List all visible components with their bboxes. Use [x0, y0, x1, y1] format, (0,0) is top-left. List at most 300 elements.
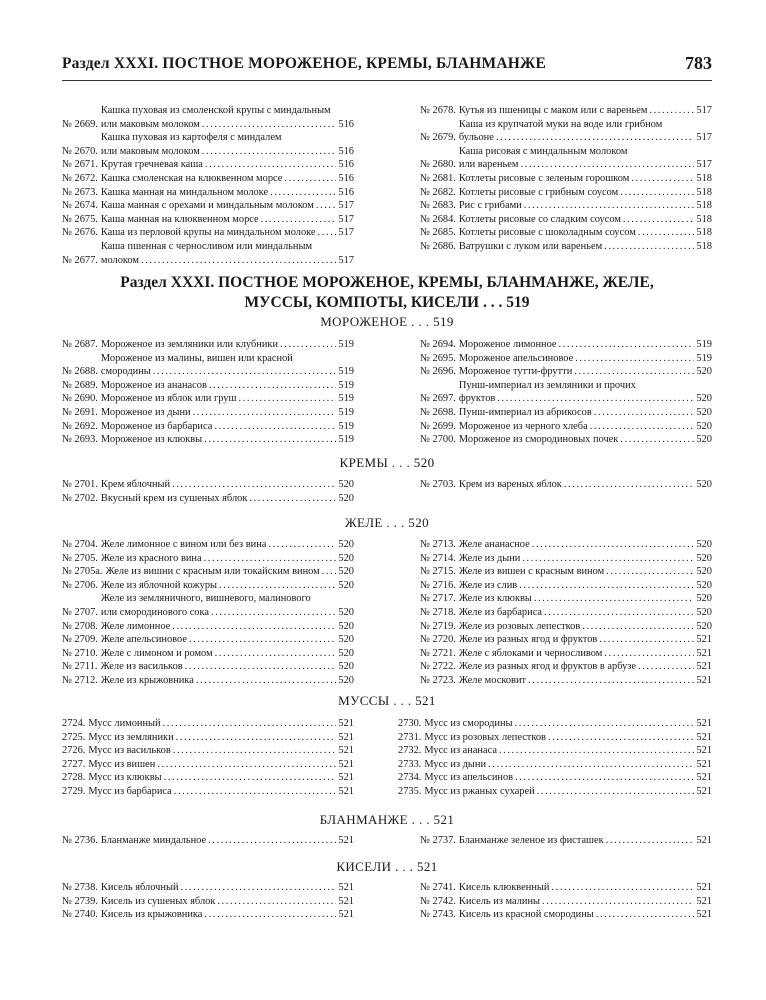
entry-title: Мороженое из клюквы	[100, 434, 203, 446]
entry-number: № 2696.	[420, 366, 456, 378]
entry-title: Желе с лимоном и ромом	[100, 647, 213, 659]
toc-column	[398, 717, 712, 799]
entry-body	[459, 379, 712, 406]
dot-leader	[261, 213, 337, 227]
entry-page: 521	[338, 835, 354, 846]
entry-number: № 2714.	[420, 552, 456, 564]
entry-line	[88, 731, 354, 745]
dot-leader	[219, 579, 336, 593]
entry-body	[101, 406, 354, 420]
entry-line	[424, 717, 712, 731]
subsection-heading: КРЕМЫ . . . 520	[339, 455, 435, 470]
entry-page: 521	[696, 835, 712, 846]
entry-body	[101, 592, 354, 619]
entry-line	[459, 226, 712, 240]
toc-entry	[62, 492, 354, 506]
dot-leader	[268, 538, 336, 552]
entry-title: Крем из вареных яблок	[458, 479, 562, 490]
entry-line	[101, 633, 354, 647]
entry-body	[88, 731, 354, 745]
dot-leader	[174, 785, 337, 799]
entry-body	[88, 771, 354, 785]
entry-title: Вкусный крем из сушеных яблок	[100, 492, 248, 504]
entry-number: № 2716.	[420, 579, 456, 591]
entry-body	[101, 633, 354, 647]
entry-page: 521	[696, 745, 712, 757]
entry-body	[459, 606, 712, 620]
entry-line	[459, 338, 712, 352]
entry-number: № 2685.	[420, 227, 456, 239]
toc-entry	[420, 478, 712, 492]
entry-line	[101, 226, 354, 240]
entry-number: 2732.	[398, 745, 422, 757]
dot-leader	[604, 240, 694, 254]
toc-entry	[62, 338, 354, 352]
toc-entry	[62, 552, 354, 566]
entry-page: 521	[696, 772, 712, 784]
entry-body	[459, 199, 712, 213]
entry-title: Мороженое из дыни	[100, 406, 191, 418]
entry-page: 516	[338, 186, 354, 198]
entry-line	[459, 660, 712, 674]
entry-title: или маковым молоком	[100, 145, 200, 157]
dot-leader	[141, 254, 336, 268]
dot-leader	[631, 172, 694, 186]
dot-leader	[590, 420, 695, 434]
entry-line	[88, 744, 354, 758]
dot-leader	[172, 478, 336, 492]
entry-title: Мусс из вишен	[88, 758, 156, 770]
entry-line	[459, 620, 712, 634]
dot-leader	[249, 492, 336, 506]
toc-column	[420, 478, 712, 492]
entry-number: № 2711.	[62, 661, 98, 673]
entry-body	[101, 379, 354, 393]
entry-line	[101, 172, 354, 186]
entry-body	[424, 717, 712, 731]
entry-number: № 2669.	[62, 118, 98, 130]
toc-entry	[420, 199, 712, 213]
toc-entry	[420, 433, 712, 447]
entry-page: 521	[338, 718, 354, 729]
toc-column	[62, 717, 354, 799]
toc-entry	[420, 118, 712, 145]
entry-page: 521	[696, 785, 712, 797]
entry-page: 520	[696, 420, 712, 432]
toc-column	[420, 338, 712, 447]
entry-line	[101, 579, 354, 593]
toc-entry	[62, 717, 354, 731]
dot-leader	[208, 834, 336, 848]
entry-page: 520	[338, 566, 354, 578]
entry-body	[424, 771, 712, 785]
toc-entry	[420, 104, 712, 118]
toc-entry	[420, 338, 712, 352]
entry-title: Бланманже зеленое из фисташек	[458, 835, 604, 846]
entry-line	[459, 199, 712, 213]
toc-entry	[420, 908, 712, 922]
entry-number: № 2712.	[62, 674, 98, 686]
entry-page: 517	[338, 200, 354, 212]
entry-page: 521	[338, 895, 354, 907]
entry-number: № 2689.	[62, 379, 98, 391]
entry-body	[424, 758, 712, 772]
subsection-heading: МУССЫ . . . 521	[338, 693, 436, 708]
toc-entry	[420, 647, 712, 661]
entry-page: 520	[338, 606, 354, 618]
entry-body	[101, 420, 354, 434]
entry-title: Мороженое из смородиновых почек	[458, 434, 619, 446]
toc-entry	[62, 674, 354, 688]
entry-body	[101, 226, 354, 240]
entry-line	[101, 406, 354, 420]
dot-leader	[157, 758, 336, 772]
entry-page: 521	[338, 772, 354, 784]
entry-line	[101, 478, 354, 492]
toc-column	[62, 881, 354, 922]
toc-entry	[62, 199, 354, 213]
entry-number: № 2723.	[420, 674, 456, 686]
dot-leader	[606, 834, 695, 848]
dot-leader	[537, 785, 695, 799]
dot-leader	[322, 565, 337, 579]
entry-page: 520	[696, 434, 712, 446]
entry-page: 521	[338, 909, 354, 921]
dot-leader	[164, 771, 337, 785]
entry-title: Желе из слив	[458, 579, 518, 591]
entry-title: Мусс из апельсинов	[424, 772, 514, 784]
entry-number: № 2677.	[62, 254, 98, 266]
dot-leader	[284, 172, 336, 186]
entry-title: Кутья из пшеницы с маком или с вареньем	[458, 105, 648, 116]
page-number: 783	[685, 53, 712, 73]
entry-line	[459, 104, 712, 118]
entry-line	[101, 420, 354, 434]
entry-title: Пунш-империал из земляники и прочих	[458, 379, 636, 391]
dot-leader	[316, 199, 337, 213]
entry-number: 2734.	[398, 772, 422, 784]
entry-number: № 2670.	[62, 145, 98, 157]
toc-entry	[62, 420, 354, 434]
entry-body	[459, 420, 712, 434]
header-rule	[62, 80, 712, 81]
entry-number: № 2697.	[420, 393, 456, 405]
entry-page: 519	[338, 434, 354, 446]
entry-line	[101, 538, 354, 552]
entry-number: № 2709.	[62, 634, 98, 646]
entry-number: № 2694.	[420, 339, 456, 350]
entry-number: № 2720.	[420, 634, 456, 646]
toc-entry	[420, 213, 712, 227]
running-title: Раздел XXXI. ПОСТНОЕ МОРОЖЕНОЕ, КРЕМЫ, БЛАНМАНЖЕ	[62, 55, 547, 72]
dot-leader	[599, 633, 694, 647]
dot-leader	[202, 145, 337, 159]
toc-entry	[420, 660, 712, 674]
entry-line	[424, 744, 712, 758]
entry-number: № 2678.	[420, 105, 456, 116]
toc-entry	[420, 881, 712, 895]
entry-title: бульоне	[458, 132, 494, 144]
entry-body	[101, 647, 354, 661]
toc-entry	[62, 213, 354, 227]
entry-page: 520	[338, 492, 354, 504]
section-title-line: Раздел XXXI. ПОСТНОЕ МОРОЖЕНОЕ, КРЕМЫ, БЛАНМАНЖЕ, ЖЕЛЕ,	[120, 274, 654, 291]
toc-entry	[420, 606, 712, 620]
entry-page: 520	[696, 366, 712, 378]
entry-line	[459, 592, 712, 606]
entry-number: 2735.	[398, 785, 422, 797]
entry-line	[459, 552, 712, 566]
toc-entry	[398, 717, 712, 731]
toc-entry	[420, 172, 712, 186]
entry-title: Желе из розовых лепестков	[458, 620, 581, 632]
entry-title: Желе из красного вина	[100, 552, 202, 564]
dot-leader	[596, 908, 695, 922]
entry-number: № 2708.	[62, 620, 98, 632]
entry-line	[459, 633, 712, 647]
entry-line	[459, 213, 712, 227]
entry-line	[459, 158, 712, 172]
page-header	[62, 55, 712, 77]
entry-page: 521	[338, 882, 354, 893]
entry-body	[101, 552, 354, 566]
entry-page: 521	[696, 909, 712, 921]
dot-leader	[515, 717, 695, 731]
dot-leader	[620, 186, 694, 200]
entry-body	[459, 226, 712, 240]
toc-entry	[62, 579, 354, 593]
toc-entry	[62, 834, 354, 848]
entry-number: № 2739.	[62, 895, 98, 907]
entry-line	[424, 758, 712, 772]
entry-line	[459, 538, 712, 552]
entry-body	[101, 240, 354, 267]
entry-title: Мороженое из земляники или клубники	[100, 339, 279, 350]
entry-page: 520	[696, 406, 712, 418]
dot-leader	[582, 620, 694, 634]
toc-entry	[62, 660, 354, 674]
toc-column	[62, 834, 354, 848]
entry-title: Желе из земляничного, вишневого, малинового	[100, 593, 311, 605]
toc-entry	[398, 771, 712, 785]
entry-line	[459, 895, 712, 909]
entry-body	[459, 478, 712, 492]
dot-leader	[280, 338, 336, 352]
entry-page: 521	[338, 745, 354, 757]
entry-body	[101, 674, 354, 688]
entry-page: 520	[338, 647, 354, 659]
entry-number: № 2719.	[420, 620, 456, 632]
entry-body	[459, 365, 712, 379]
entry-body	[101, 660, 354, 674]
entry-title: Бланманже миндальное	[100, 835, 207, 846]
toc-entry	[62, 392, 354, 406]
entry-body	[424, 731, 712, 745]
dot-leader	[270, 186, 336, 200]
dot-leader	[623, 213, 695, 227]
entry-page: 521	[696, 661, 712, 673]
dot-leader	[532, 538, 695, 552]
entry-title: Кисель из сушеных яблок	[100, 895, 216, 907]
entry-line	[459, 172, 712, 186]
entry-number: № 2701.	[62, 479, 98, 490]
entry-body	[459, 433, 712, 447]
toc-entry	[62, 565, 354, 579]
toc-entry	[420, 379, 712, 406]
entry-line	[101, 118, 354, 132]
entry-body	[101, 104, 354, 131]
entry-page: 517	[696, 159, 712, 171]
entry-number: 2725.	[62, 731, 86, 743]
dot-leader	[519, 579, 694, 593]
entry-line	[459, 131, 712, 145]
toc-entry	[62, 881, 354, 895]
dot-leader	[153, 365, 337, 379]
toc-entry	[62, 433, 354, 447]
toc-entry	[420, 620, 712, 634]
entry-title: Мусс из ржаных сухарей	[424, 785, 535, 797]
dot-leader	[559, 338, 695, 352]
entry-body	[459, 592, 712, 606]
toc-column	[420, 881, 712, 922]
entry-line	[101, 213, 354, 227]
entry-page: 520	[696, 606, 712, 618]
entry-body	[459, 633, 712, 647]
entry-body	[459, 579, 712, 593]
entry-body	[101, 895, 354, 909]
entry-title: Каша манная с орехами и миндальным молоком	[100, 200, 314, 212]
entry-title: Мусс из васильков	[88, 745, 171, 757]
entry-title: Кашка смоленская на клюквенном морсе	[100, 172, 283, 184]
entry-number: № 2693.	[62, 434, 98, 446]
entry-title: Крем яблочный	[100, 479, 171, 490]
entry-number: № 2686.	[420, 240, 456, 252]
entry-title: Крутая гречневая каша	[100, 159, 203, 171]
entry-body	[101, 492, 354, 506]
toc-entry	[420, 352, 712, 366]
entry-number: № 2671.	[62, 159, 98, 171]
entry-page: 516	[338, 118, 354, 130]
dot-leader	[534, 592, 695, 606]
entry-page: 520	[696, 579, 712, 591]
entry-body	[459, 338, 712, 352]
entry-page: 520	[338, 661, 354, 673]
toc-entry	[420, 240, 712, 254]
dot-leader	[542, 895, 694, 909]
entry-title: Мороженое из барбариса	[100, 420, 213, 432]
entry-number: № 2681.	[420, 172, 456, 184]
dot-leader	[649, 104, 694, 118]
entry-page: 521	[338, 785, 354, 797]
toc-entry	[398, 731, 712, 745]
entry-title: Желе из васильков	[100, 661, 183, 673]
entry-number: 2724.	[62, 718, 86, 729]
entry-title: Мороженое лимонное	[458, 339, 557, 350]
entry-line	[101, 881, 354, 895]
entry-page: 521	[696, 674, 712, 686]
entry-body	[88, 758, 354, 772]
entry-number: № 2700.	[420, 434, 456, 446]
toc-entry	[62, 744, 354, 758]
dot-leader	[604, 647, 694, 661]
entry-number: № 2674.	[62, 200, 98, 212]
dot-leader	[173, 744, 337, 758]
toc-entry	[420, 226, 712, 240]
entry-page: 518	[696, 186, 712, 198]
entry-line	[101, 199, 354, 213]
entry-line	[459, 420, 712, 434]
entry-page: 519	[338, 339, 354, 350]
entry-number: № 2692.	[62, 420, 98, 432]
entry-number: 2730.	[398, 718, 422, 729]
entry-body	[459, 881, 712, 895]
entry-body	[101, 131, 354, 158]
toc-entry	[62, 240, 354, 267]
dot-leader	[205, 158, 337, 172]
entry-page: 520	[338, 479, 354, 490]
entry-page: 521	[696, 718, 712, 729]
entry-title: Мусс из дыни	[424, 758, 487, 770]
entry-number: № 2705а.	[62, 566, 103, 578]
entry-body	[459, 240, 712, 254]
entry-number: № 2713.	[420, 539, 456, 550]
entry-number: № 2698.	[420, 406, 456, 418]
entry-page: 518	[696, 213, 712, 225]
entry-number: № 2679.	[420, 132, 456, 144]
dot-leader	[564, 478, 695, 492]
subsection-heading: БЛАНМАНЖЕ . . . 521	[319, 812, 455, 827]
subsection-heading: ЖЕЛЕ . . . 520	[344, 515, 430, 530]
entry-page: 520	[696, 566, 712, 578]
entry-body	[101, 620, 354, 634]
entry-title: Мороженое апельсиновое	[458, 352, 574, 364]
dot-leader	[594, 406, 695, 420]
entry-number: № 2682.	[420, 186, 456, 198]
entry-page: 521	[696, 882, 712, 893]
entry-body	[101, 433, 354, 447]
entry-line	[101, 660, 354, 674]
entry-number: № 2718.	[420, 606, 456, 618]
dot-leader	[217, 895, 336, 909]
entry-body	[101, 881, 354, 895]
entry-page: 516	[338, 159, 354, 171]
dot-leader	[172, 620, 336, 634]
entry-body	[459, 538, 712, 552]
dot-leader	[318, 226, 337, 240]
entry-title: Желе из яблочной кожуры	[100, 579, 218, 591]
entry-number: № 2706.	[62, 579, 98, 591]
entry-title: Мусс из земляники	[88, 731, 174, 743]
entry-line	[101, 834, 354, 848]
subsection-heading: КИСЕЛИ . . . 521	[336, 859, 438, 874]
entry-number: № 2691.	[62, 406, 98, 418]
entry-body	[101, 392, 354, 406]
entry-page: 521	[696, 647, 712, 659]
dot-leader	[524, 199, 695, 213]
entry-line	[459, 565, 712, 579]
dot-leader	[176, 731, 337, 745]
entry-line	[459, 406, 712, 420]
entry-page: 518	[696, 172, 712, 184]
entry-number: № 2710.	[62, 647, 98, 659]
entry-number: № 2740.	[62, 909, 98, 921]
entry-page: 517	[696, 105, 712, 116]
entry-title: Кисель яблочный	[100, 882, 179, 893]
toc-entry	[62, 172, 354, 186]
entry-title: Котлеты рисовые с шоколадным соусом	[458, 227, 636, 239]
entry-line	[459, 606, 712, 620]
dot-leader	[163, 717, 337, 731]
